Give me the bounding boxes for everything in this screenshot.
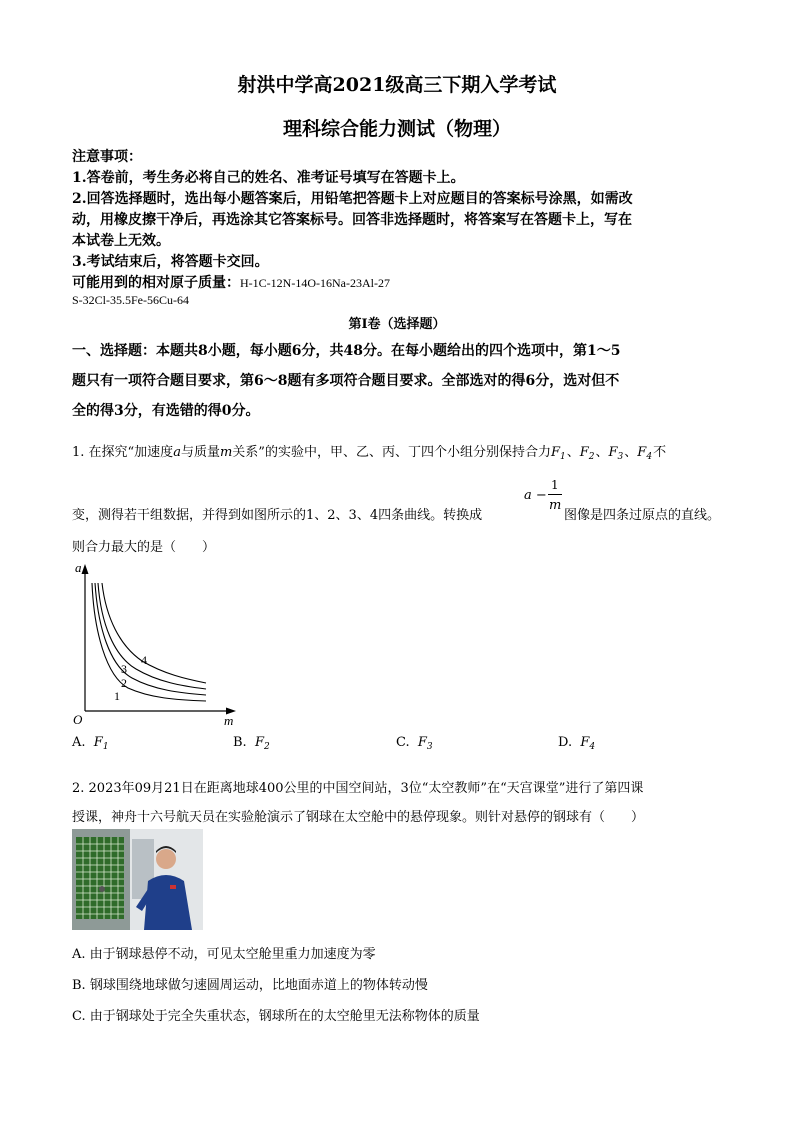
q1-text-2: 与质量	[180, 445, 220, 460]
option-letter: C.	[396, 735, 410, 750]
curve-4	[102, 583, 206, 683]
exam-subtitle: 理科综合能力测试（物理）	[282, 118, 511, 140]
q2-line-1: 2. 2023年09月21日在距离地球400公里的中国空间站，3位“太空教师”在“天宫课堂”进行了第四课	[72, 781, 644, 796]
q2-option-b[interactable]: B. 钢球围绕地球做匀速圆周运动，比地面赤道上的物体转动慢	[72, 978, 428, 993]
curve-label-4: 4	[141, 653, 147, 667]
section-intro-line-2: 题只有一项符合题目要求，第6～8题有多项符合题目要求。全部选对的得6分，选对但不	[72, 373, 620, 389]
q1-line-1	[72, 441, 666, 462]
q1-text-1: 1. 在探究“加速度	[72, 445, 174, 460]
q1-option-c[interactable]	[396, 735, 434, 752]
astronaut-face	[156, 849, 176, 869]
section-intro-line-3: 全的得3分，有选错的得0分。	[72, 403, 260, 419]
q1-option-b[interactable]	[233, 735, 271, 752]
y-axis-label: a	[75, 560, 82, 575]
var-m: m	[219, 445, 233, 460]
x-axis-label: m	[224, 713, 234, 728]
origin-label: O	[73, 712, 83, 727]
section-intro-line-1: 一、选择题：本题共8小题，每小题6分，共48分。在每小题给出的四个选项中，第1～5	[72, 343, 621, 359]
y-axis-arrow-icon	[82, 564, 89, 574]
q1-option-a[interactable]	[72, 735, 110, 752]
atomic-mass-label: 可能用到的相对原子质量：	[72, 275, 240, 291]
force-f3: $F_3$	[608, 445, 624, 462]
force-f2: $F_2$	[579, 445, 595, 462]
fraction-numerator: 1	[551, 478, 559, 492]
notice-item-2-line-1: 2.回答选择题时，选出每小题答案后，用铅笔把答题卡上对应题目的答案标号涂黑，如需改	[72, 191, 633, 207]
q2-line-2: 授课，神舟十六号航天员在实验舱演示了钢球在太空舱中的悬停现象。则针对悬停的钢球有（ ）	[72, 810, 645, 825]
separator: 、	[624, 445, 638, 460]
separator: 、	[595, 445, 609, 460]
curve-2	[95, 583, 206, 695]
option-value: $F_1$	[93, 735, 109, 752]
fraction-bar	[548, 494, 562, 495]
atomic-mass-line	[72, 272, 390, 292]
option-value: $F_4$	[580, 735, 596, 752]
curve-3	[98, 583, 206, 689]
q2-option-c[interactable]: C. 由于钢球处于完全失重状态，钢球所在的太空舱里无法称物体的质量	[72, 1009, 480, 1024]
var-a: a	[173, 445, 181, 460]
force-f1: $F_1$	[550, 445, 566, 462]
astronaut-photo-drawing	[72, 829, 203, 930]
steel-ball	[99, 886, 105, 892]
q1-text-4: 不	[653, 445, 667, 460]
q1-line-2-end: 图像是四条过原点的直线。	[564, 508, 721, 523]
curve-1	[92, 583, 206, 701]
q1-line-2: 变，测得若干组数据，并得到如图所示的1、2、3、4四条曲线。转换成	[72, 508, 483, 523]
curve-label-2: 2	[121, 676, 127, 690]
atomic-mass-values-1: H-1C-12N-14O-16Na-23Al-27	[240, 276, 390, 290]
option-letter: B.	[233, 735, 247, 750]
astronaut-photo	[72, 829, 203, 930]
a-m-graph	[68, 556, 248, 728]
notice-item-3: 3.考试结束后，将答题卡交回。	[72, 254, 269, 270]
fraction-left: a −	[524, 488, 547, 503]
q1-line-3: 则合力最大的是（ ）	[72, 540, 216, 555]
q1-text-3: 关系”的实验中，甲、乙、丙、丁四个小组分别保持合力	[232, 445, 551, 460]
exam-title: 射洪中学高2021级高三下期入学考试	[237, 74, 557, 96]
curve-label-1: 1	[114, 689, 120, 703]
notice-item-1: 1.答卷前，考生务必将自己的姓名、准考证号填写在答题卡上。	[72, 170, 465, 186]
option-value: $F_2$	[254, 735, 270, 752]
fraction-denominator: m	[549, 498, 562, 513]
atomic-mass-values-2: S-32Cl-35.5Fe-56Cu-64	[72, 293, 189, 307]
curve-label-3: 3	[121, 662, 127, 676]
option-value: $F_3$	[417, 735, 433, 752]
fraction-a-1-over-m	[524, 478, 568, 518]
section-title: 第I卷（选择题）	[348, 317, 446, 332]
option-letter: A.	[72, 735, 86, 750]
q1-option-d[interactable]	[558, 735, 596, 752]
notice-item-2-line-2: 动，用橡皮擦干净后，再选涂其它答案标号。回答非选择题时，将答案写在答题卡上，写在	[72, 212, 632, 228]
separator: 、	[566, 445, 580, 460]
notice-item-2-line-3: 本试卷上无效。	[72, 233, 170, 249]
option-letter: D.	[558, 735, 573, 750]
notice-heading: 注意事项：	[72, 149, 142, 165]
force-f4: $F_4$	[637, 445, 653, 462]
q2-option-a[interactable]: A. 由于钢球悬停不动，可见太空舱里重力加速度为零	[72, 947, 376, 962]
